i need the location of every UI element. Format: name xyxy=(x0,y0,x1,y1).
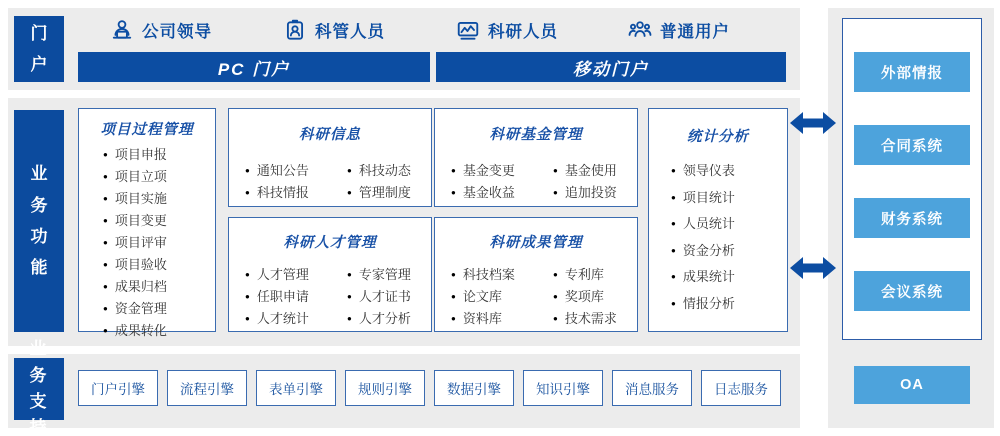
sync-arrow-top xyxy=(790,110,836,136)
business-section-label-text: 业务功能 xyxy=(30,164,48,278)
user-type-label: 科管人员 xyxy=(315,23,385,41)
feature-item: ● 项目评审 xyxy=(103,232,215,254)
user-type-manager xyxy=(283,18,385,42)
feature-item: ● 专利库 xyxy=(553,264,637,286)
feature-item: ● 情报分析 xyxy=(671,291,787,318)
feature-item: ● 人才管理 xyxy=(245,264,329,286)
feature-item: ● 追加投资 xyxy=(553,182,637,204)
box-title: 科研基金管理 xyxy=(489,127,583,143)
feature-item: ● 人才证书 xyxy=(347,286,431,308)
external-system-finance: 财务系统 xyxy=(854,198,970,238)
support-section-label xyxy=(14,339,64,436)
feature-item: ● 通知公告 xyxy=(245,160,329,182)
box-title: 统计分析 xyxy=(687,129,749,145)
feature-item: ● 科技情报 xyxy=(245,182,329,204)
user-type-ordinary xyxy=(628,18,730,42)
box-talent-management xyxy=(228,217,432,332)
feature-item: ● 人员统计 xyxy=(671,211,787,238)
feature-item: ● 项目立项 xyxy=(103,166,215,188)
user-type-label: 普通用户 xyxy=(660,23,730,41)
feature-item: ● 领导仪表 xyxy=(671,158,787,185)
portal-section-label-text: 门户 xyxy=(30,23,48,74)
box-fund-management xyxy=(434,108,638,207)
box-achievement-management xyxy=(434,217,638,332)
feature-item: ● 专家管理 xyxy=(347,264,431,286)
badge-icon xyxy=(283,18,307,42)
engine-knowledge: 知识引擎 xyxy=(523,370,603,406)
feature-item: ● 成果归档 xyxy=(103,276,215,298)
feature-item: ● 基金变更 xyxy=(451,160,535,182)
feature-item: ● 资金管理 xyxy=(103,298,215,320)
mobile-portal-bar: 移动门户 xyxy=(436,52,786,82)
external-system-oa: OA xyxy=(854,366,970,404)
user-type-leader xyxy=(110,18,212,42)
box-title: 项目过程管理 xyxy=(100,122,194,138)
engine-data: 数据引擎 xyxy=(434,370,514,406)
user-type-label: 科研人员 xyxy=(488,23,558,41)
feature-item: ● 人才统计 xyxy=(245,308,329,330)
feature-item: ● 项目验收 xyxy=(103,254,215,276)
feature-item: ● 资料库 xyxy=(451,308,535,330)
external-system-intel: 外部情报 xyxy=(854,52,970,92)
feature-item: ● 科技动态 xyxy=(347,160,431,182)
box-title: 科研人才管理 xyxy=(283,235,377,251)
leader-icon xyxy=(110,18,134,42)
engine-log: 日志服务 xyxy=(701,370,781,406)
engine-rule: 规则引擎 xyxy=(345,370,425,406)
external-system-meeting: 会议系统 xyxy=(854,271,970,311)
engine-portal: 门户引擎 xyxy=(78,370,158,406)
monitor-icon xyxy=(456,18,480,42)
box-title: 科研成果管理 xyxy=(489,235,583,251)
external-system-contract: 合同系统 xyxy=(854,125,970,165)
box-statistics xyxy=(648,108,788,332)
support-section-label-text: 业务支持 xyxy=(29,339,49,436)
feature-item: ● 项目变更 xyxy=(103,210,215,232)
box-research-info xyxy=(228,108,432,207)
sync-arrow-bottom xyxy=(790,255,836,281)
feature-item: ● 基金使用 xyxy=(553,160,637,182)
engine-form: 表单引擎 xyxy=(256,370,336,406)
pc-portal-bar: PC 门户 xyxy=(78,52,430,82)
engine-message: 消息服务 xyxy=(612,370,692,406)
feature-item: ● 奖项库 xyxy=(553,286,637,308)
engine-workflow: 流程引擎 xyxy=(167,370,247,406)
feature-item: ● 项目统计 xyxy=(671,185,787,212)
feature-item: ● 科技档案 xyxy=(451,264,535,286)
group-icon xyxy=(628,18,652,42)
feature-item: ● 管理制度 xyxy=(347,182,431,204)
user-type-label: 公司领导 xyxy=(142,23,212,41)
feature-item: ● 论文库 xyxy=(451,286,535,308)
box-title: 科研信息 xyxy=(299,127,361,143)
feature-item: ● 成果转化 xyxy=(103,320,215,342)
feature-item: ● 人才分析 xyxy=(347,308,431,330)
feature-item: ● 基金收益 xyxy=(451,182,535,204)
feature-item: ● 项目实施 xyxy=(103,188,215,210)
user-type-researcher xyxy=(456,18,558,42)
box-project-process xyxy=(78,108,216,338)
portal-section-label xyxy=(14,16,64,82)
feature-item: ● 资金分析 xyxy=(671,238,787,265)
feature-item: ● 成果统计 xyxy=(671,264,787,291)
feature-item: ● 项目申报 xyxy=(103,144,215,166)
feature-item: ● 任职申请 xyxy=(245,286,329,308)
business-section-label xyxy=(14,110,64,332)
feature-item: ● 技术需求 xyxy=(553,308,637,330)
